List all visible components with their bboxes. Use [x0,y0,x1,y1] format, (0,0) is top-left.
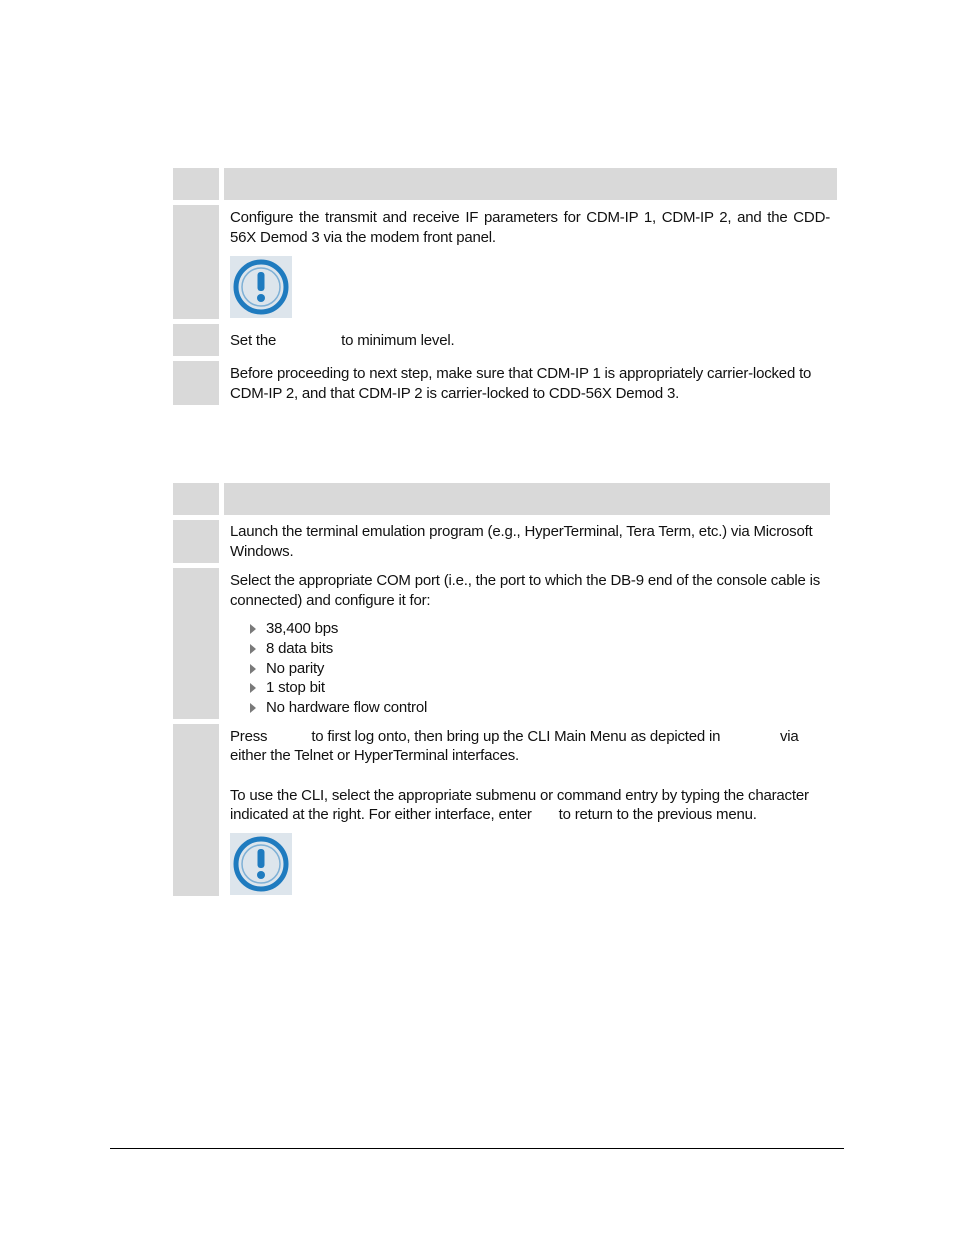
triangle-right-icon [250,644,256,654]
triangle-right-icon [250,664,256,674]
table-1-step-3-line-1: Before proceeding to next step, make sure that CDM-IP 1 is appropriately carrier-locked to [230,365,812,382]
step-3-mid: to first log onto, then bring up the CLI Main Menu as depicted in [311,728,721,745]
list-item: 8 data bits [248,639,427,659]
note-icon-box-2 [230,833,292,895]
table-2-step-2-line-2: connected) and configure it for: [230,592,431,609]
table-2-step-1-cell [173,520,219,563]
exclamation-circle-icon [230,256,292,318]
step-3-press: Press [230,728,268,745]
list-item: No parity [248,659,427,679]
table-2-step-3-line-2: either the Telnet or HyperTerminal interfaces. [230,747,519,764]
com-settings-list [248,619,427,718]
table-2-step-2-line-1: Select the appropriate COM port (i.e., the port to which the DB-9 end of the console cable is [230,572,821,589]
list-item: 1 stop bit [248,678,427,698]
table-2-header-task-cell [224,483,830,515]
step-3-via: via [780,728,799,745]
step-2-suffix: to minimum level. [341,332,455,349]
table-2-step-3-cell [173,724,219,896]
table-2-step-1-line-1: Launch the terminal emulation program (e.g., HyperTerminal, Tera Term, etc.) via Microsoft [230,523,813,540]
table-2-step-3-para-2-line-2 [230,805,830,825]
table-1-step-2-cell [173,324,219,356]
table-1-header-step-cell [173,168,219,200]
list-item: No hardware flow control [248,698,427,718]
table-2-step-2-cell [173,568,219,719]
para-2-prefix: indicated at the right. For either interface, enter [230,806,532,823]
table-2-step-3-para-2-line-1: To use the CLI, select the appropriate submenu or command entry by typing the character [230,787,809,804]
table-2-step-3-line-1 [230,727,800,747]
table-1-step-3-line-2: CDM-IP 2, and that CDM-IP 2 is carrier-locked to CDD-56X Demod 3. [230,385,680,402]
triangle-right-icon [250,624,256,634]
table-2-step-1-line-2: Windows. [230,543,294,560]
table-1-step-3-cell [173,361,219,405]
step-2-prefix: Set the [230,332,277,349]
table-1-header-task-cell [224,168,837,200]
triangle-right-icon [250,683,256,693]
triangle-right-icon [250,703,256,713]
list-item: 38,400 bps [248,619,427,639]
para-2-suffix: to return to the previous menu. [558,806,757,823]
table-1-step-1-cell [173,205,219,319]
footer-divider [110,1148,844,1149]
note-icon-box-1 [230,256,292,318]
table-1-step-1-text: Configure the transmit and receive IF parameters for CDM-IP 1, CDM-IP 2, and the CDD-56X Demod 3 via the modem front panel. [230,209,830,246]
table-2-header-step-cell [173,483,219,515]
exclamation-circle-icon [230,833,292,895]
table-1-step-2-text [230,331,830,351]
